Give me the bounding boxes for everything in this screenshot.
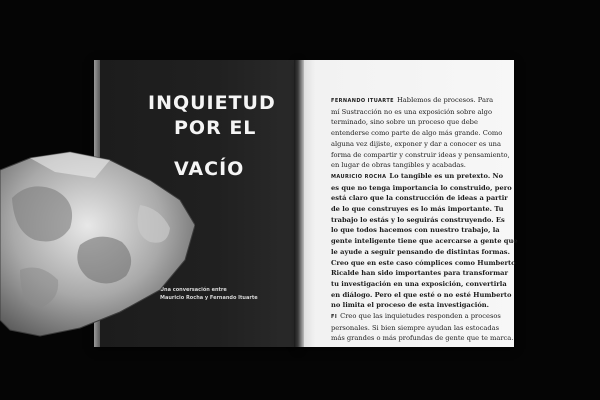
line-text: en diálogo. Pero el que esté o no esté Humberto [331,290,512,299]
text-line [331,95,497,107]
line-text: alguna vez dijiste, exponer y dar a conocer es una [331,139,501,148]
line-text: Creo que las inquietudes responden a procesos [340,312,501,321]
line-text: le ayude a seguir pensando de distintas formas. [331,247,510,256]
line-text: trabajo lo estás y lo seguirás construyendo. Es [331,215,505,224]
line-text: más grandes o más profundas de gente que te marca. [331,334,514,343]
line-text: está claro que la construcción de ideas a partir [331,194,508,203]
speaker-name: MAURICIO ROCHA [331,173,387,180]
text-line [331,258,516,269]
text-line [331,323,500,334]
line-text: Hablemos de procesos. Para [396,96,494,104]
text-line [331,290,512,301]
text-line [331,193,508,204]
speaker-name: FERNANDO ITUARTE [331,98,394,104]
line-text: forma de compartir y construir ideas y pensamiento, [331,150,510,159]
line-text: mí Sustracción no es una exposición sobre algo [331,107,492,116]
text-line [331,139,501,150]
text-line [331,117,497,128]
line-text: tu investigación en una exposición, convertirla [331,279,507,288]
text-line [331,236,518,247]
subtitle-line-2: Mauricio Rocha y Fernando Ituarte [160,295,258,301]
line-text: es que no tenga importancia lo construido, pero [331,183,512,192]
line-text: de lo que construyes es lo más importante. Tu [331,205,504,214]
text-line [331,171,504,183]
text-line [331,333,514,344]
text-line [331,225,500,236]
book-title-line-3: VACÍO [174,158,245,180]
text-line [331,128,503,139]
text-line [331,215,505,226]
text-line [331,183,512,194]
rock-object [0,150,195,340]
text-line [331,150,510,161]
text-line [331,204,504,215]
text-line [331,279,507,290]
line-text: no limita el proceso de esta investigación. [331,301,490,310]
line-text: personales. Si bien siempre ayudan las estocadas [331,323,500,332]
line-text: Creo que en este caso cómplices como Humberto [331,258,516,267]
line-text: Lo tangible es un pretexto. No [389,171,504,180]
text-line [331,107,497,118]
text-line [331,300,497,311]
text-line [331,311,501,323]
line-text: en lugar de obras tangibles y acabadas. [331,161,466,170]
line-text: gente inteligente tiene que acercarse a gente que [331,237,518,246]
book-title-line-2: POR EL [174,117,257,139]
subtitle-line-1: Una conversación entre [160,287,227,293]
book-gutter [294,60,304,347]
text-line [331,268,509,279]
text-line [331,160,497,171]
line-text: Ricalde han sido importantes para transformar [331,269,509,278]
book-title-line-1: INQUIETUD [148,92,276,114]
line-text: terminado, sino sobre un proceso que debe [331,118,478,127]
line-text: entenderse como parte de algo más grande. Como [331,129,503,138]
conversation-text [331,95,518,344]
line-text: lo que todos hacemos con nuestro trabajo, la [331,226,500,235]
speaker-name: FI [331,314,338,321]
text-line [331,247,510,258]
